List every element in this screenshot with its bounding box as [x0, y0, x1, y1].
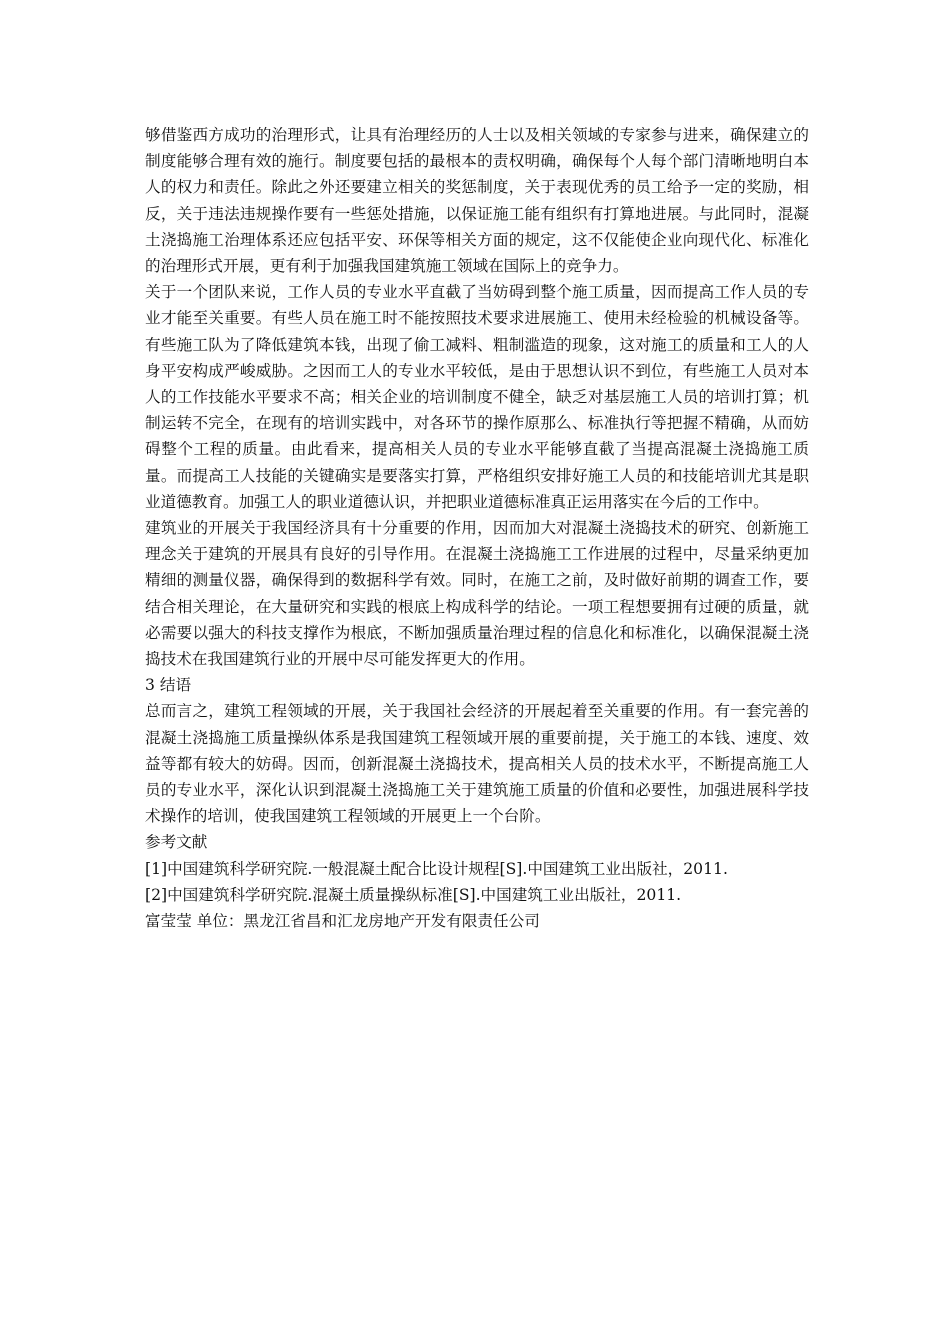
section-heading-conclusion: 3 结语 [145, 676, 192, 695]
references-heading: 参考文献 [145, 833, 208, 852]
document-body [145, 122, 809, 934]
reference-item-2: [2]中国建筑科学研究院.混凝土质量操纵标准[S].中国建筑工业出版社，2011. [145, 885, 682, 904]
author-affiliation: 富莹莹 单位：黑龙江省昌和汇龙房地产开发有限责任公司 [145, 912, 540, 931]
reference-item-1: [1]中国建筑科学研究院.一般混凝土配合比设计规程[S].中国建筑工业出版社，2011. [145, 859, 728, 878]
conclusion-paragraph: 总而言之，建筑工程领域的开展，关于我国社会经济的开展起着至关重要的作用。有一套完善的混凝土浇捣施工质量操纵体系是我国建筑工程领域开展的重要前提，关于施工的本钱、速度、效益等都有较大的妨碍。因而，创新混凝土浇捣技术，提高相关人员的技术水平，不断提高施工人员的专业水平，深化认识到混凝土浇捣施工关于建筑施工质量的价值和必要性，加强进展科学技术操作的培训，使我国建筑工程领域的开展更上一个台阶。 [145, 702, 809, 826]
body-paragraph-3: 建筑业的开展关于我国经济具有十分重要的作用，因而加大对混凝土浇捣技术的研究、创新施工理念关于建筑的开展具有良好的引导作用。在混凝土浇捣施工工作进展的过程中，尽量采纳更加精细的测量仪器，确保得到的数据科学有效。同时，在施工之前，及时做好前期的调查工作，要结合相关理论，在大量研究和实践的根底上构成科学的结论。一项工程想要拥有过硬的质量，就必需要以强大的科技支撑作为根底，不断加强质量治理过程的信息化和标准化，以确保混凝土浇捣技术在我国建筑行业的开展中尽可能发挥更大的作用。 [145, 519, 809, 669]
body-paragraph-1: 够借鉴西方成功的治理形式，让具有治理经历的人士以及相关领域的专家参与进来，确保建立的制度能够合理有效的施行。制度要包括的最根本的责权明确，确保每个人每个部门清晰地明白本人的权力和责任。除此之外还要建立相关的奖惩制度，关于表现优秀的员工给予一定的奖励，相反，关于违法违规操作要有一些惩处措施，以保证施工能有组织有打算地进展。与此同时，混凝土浇捣施工治理体系还应包括平安、环保等相关方面的规定，这不仅能使企业向现代化、标准化的治理形式开展，更有利于加强我国建筑施工领域在国际上的竞争力。 [145, 126, 809, 276]
body-paragraph-2: 关于一个团队来说，工作人员的专业水平直截了当妨碍到整个施工质量，因而提高工作人员的专业才能至关重要。有些人员在施工时不能按照技术要求进展施工、使用未经检验的机械设备等。有些施工队为了降低建筑本钱，出现了偷工减料、粗制滥造的现象，这对施工的质量和工人的人身平安构成严峻威胁。之因而工人的专业水平较低，是由于思想认识不到位，有些施工人员对本人的工作技能水平要求不高；相关企业的培训制度不健全，缺乏对基层施工人员的培训打算；机制运转不完全，在现有的培训实践中，对各环节的操作原那么、标准执行等把握不精确，从而妨碍整个工程的质量。由此看来，提高相关人员的专业水平能够直截了当提高混凝土浇捣施工质量。而提高工人技能的关键确实是要落实打算，严格组织安排好施工人员的和技能培训尤其是职业道德教育。加强工人的职业道德认识，并把职业道德标准真正运用落实在今后的工作中。 [145, 283, 809, 511]
